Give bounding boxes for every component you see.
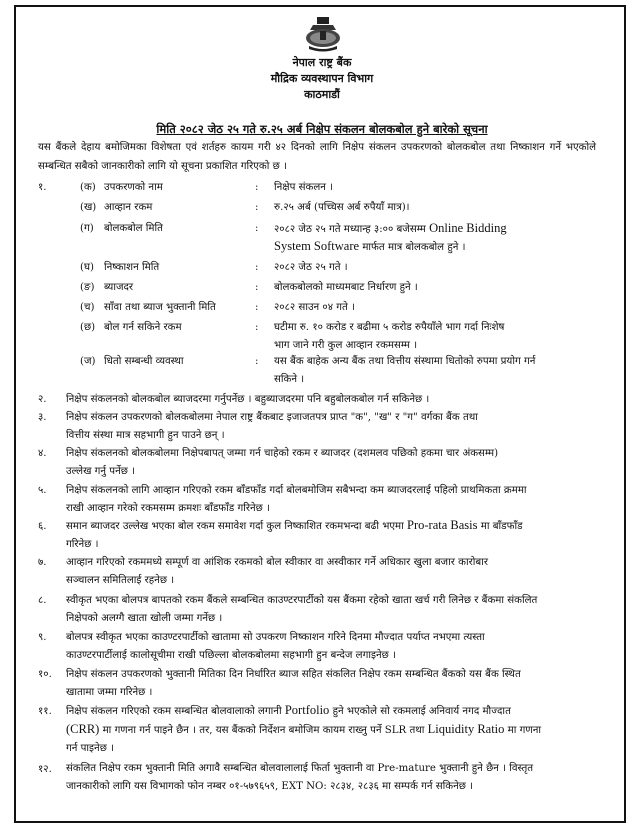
- item-4-text-line2: उल्लेख गर्नु पर्नेछ ।: [66, 466, 135, 477]
- item-11-text-line2: (CRR) मा गणना गर्न पाइने छैन । तर, यस बैंकको निर्देशन बमोजिम कायम राख्नु पर्ने SLR तथा Liquidity Ratio मा गणना: [66, 722, 542, 736]
- item-4-text-line1: निक्षेप संकलनको बोलकबोलमा निक्षेपबापत् जम्मा गर्न चाहेको रकम र ब्याजदर (दशमलव पछिको हकमा चार अंकसम्म): [66, 448, 499, 459]
- item-1-kh-colon: :: [255, 202, 259, 213]
- item-1-ng-key: (ङ): [80, 282, 95, 293]
- item-4-number: ४.: [38, 448, 47, 459]
- item-6-number: ६.: [38, 521, 47, 532]
- item-10-text-line2: खातामा जम्मा गरिनेछ ।: [66, 687, 153, 698]
- item-9-text-line1: बोलपत्र स्वीकृत भएका काउण्टरपार्टीको खातामा सो उपकरण निष्काशन गरिने दिनमा मौज्दात पर्याप्त नभएमा त्यस्ता: [66, 632, 485, 643]
- item-1-ch-value: २०८२ साउन ०४ गते ।: [274, 302, 355, 313]
- item-1-k-label: उपकरणको नाम: [104, 182, 163, 193]
- item-1-j-value-line1: यस बैंक बाहेक अन्य बैंक तथा वित्तीय संस्थामा धितोको रुपमा प्रयोग गर्न: [274, 356, 536, 367]
- item-1-chh-key: (छ): [80, 322, 96, 333]
- item-1-gh-colon: :: [255, 262, 259, 273]
- item-9-number: ९.: [38, 632, 47, 643]
- item-1-chh-label: बोल गर्न सकिने रकम: [104, 322, 182, 333]
- item-1-ch-colon: :: [255, 302, 259, 313]
- item-1-ch-key: (च): [80, 302, 95, 313]
- city-name: काठमाडौं: [304, 88, 340, 101]
- item-1-gh-value: २०८२ जेठ २५ गते ।: [274, 262, 348, 273]
- item-1-j-colon: :: [255, 356, 259, 367]
- item-1-chh-colon: :: [255, 322, 259, 333]
- item-5-text-line2: राखी आव्हान गरेको रकमसम्म क्रमशः बाँडफाँड गरिनेछ ।: [66, 503, 270, 514]
- item-9-text-line2: काउण्टरपार्टीलाई कालोसूचीमा राखी पछिल्ला बोलकबोलमा सहभागी हुन बन्देज लगाइनेछ ।: [66, 650, 396, 661]
- notice-title: मिति २०८२ जेठ २५ गते रु.२५ अर्ब निक्षेप संकलन बोलकबोल हुने बारेको सूचना: [156, 122, 488, 136]
- item-1-g-key: (ग): [80, 223, 94, 234]
- item-1-g-value-line1: २०८२ जेठ २५ गते मध्यान्ह ३:०० बजेसम्म Online Bidding: [274, 221, 507, 235]
- item-2-number: २.: [38, 394, 47, 405]
- item-12-text-line2: जानकारीको लागि यस विभागको फोन नम्बर ०१-५७९६५९, EXT NO: २८३४, २८३६ मा सम्पर्क गर्न सकिनेछ ।: [66, 781, 474, 792]
- item-3-number: ३.: [38, 412, 47, 423]
- item-12-number: १२.: [38, 764, 52, 775]
- item-1-j-label: धितो सम्बन्धी व्यवस्था: [104, 356, 184, 367]
- item-1-k-key: (क): [80, 182, 96, 193]
- item-1-j-value-line2: सकिने ।: [274, 374, 305, 385]
- item-1-gh-key: (घ): [80, 262, 94, 273]
- item-1-ch-label: साँवा तथा ब्याज भुक्तानी मिति: [104, 302, 216, 313]
- item-10-number: १०.: [38, 669, 52, 680]
- item-11-number: ११.: [38, 706, 52, 717]
- item-11-text-line1: निक्षेप संकलन गरिएको रकम सम्बन्धित बोलवालाको लगानी Portfolio हुने भएकोले सो रकमलाई अनिवार्य नगद मौज्दात: [66, 703, 511, 717]
- item-1-ng-label: ब्याजदर: [104, 282, 134, 293]
- item-2-text-line1: निक्षेप संकलनको बोलकबोल ब्याजदरमा गर्नुपर्नेछ । बहुब्याजदरमा पनि बहुबोलकबोल गर्न सकिनेछ ।: [66, 394, 430, 405]
- item-1-j-key: (ज): [80, 356, 96, 367]
- item-8-text-line1: स्वीकृत भएका बोलपत्र बापतको रकम बैंकले सम्बन्धित काउण्टरपार्टीको यस बैंकमा रहेको खाता खर्च गरी लिनेछ र बैंकमा संकलित: [66, 595, 538, 606]
- item-6-text-line1: समान ब्याजदर उल्लेख भएका बोल रकम समावेश गर्दा कुल निष्काशित रकमभन्दा बढी भएमा Pro-rata Basis मा बाँडफाँड: [66, 518, 523, 532]
- item-7-text-line1: आव्हान गरिएको रकममध्ये सम्पूर्ण वा आंशिक रकमको बोल स्वीकार वा अस्वीकार गर्ने अधिकार खुला बजार कारोबार: [66, 557, 489, 568]
- department-name: मौद्रिक व्यवस्थापन विभाग: [270, 72, 374, 85]
- item-1-g-label: बोलकबोल मिति: [104, 223, 163, 234]
- item-12-text-line1: संकलित निक्षेप रकम भुक्तानी मिति अगावै सम्बन्धित बोलवालालाई फिर्ता भुक्तानी वा Pre-mature भुक्तानी हुने छैन । विस्तृत: [66, 763, 534, 774]
- intro-paragraph: यस बैंकले देहाय बमोजिमका विशेषता एवं शर्तहरु कायम गरी ४२ दिनको लागि निक्षेप संकलन उपकरणको बोलकबोल तथा निष्काशन गर्ने भएकोले सम्बन्धित सबैको जानकारीको लागि यो सूचना प्रकाशित गरिएको छ ।: [38, 142, 596, 172]
- item-11-text-line3: गर्न पाइनेछ ।: [66, 743, 114, 754]
- item-1-kh-value: रु.२५ अर्ब (पच्चिस अर्ब रुपैयाँ मात्र)।: [274, 202, 410, 213]
- item-5-text-line1: निक्षेप संकलनको लागि आव्हान गरिएको रकम बाँडफाँड गर्दा बोलबमोजिम सबैभन्दा कम ब्याजदरलाई पहिलो प्राथमिकता क्रममा: [66, 485, 527, 496]
- bank-emblem-logo: [303, 16, 343, 52]
- item-1-g-colon: :: [255, 223, 259, 234]
- item-5-number: ५.: [38, 485, 47, 496]
- item-1-chh-value-line1: घटीमा रु. १० करोड र बढीमा ५ करोड रुपैयाँले भाग गर्दा निःशेष: [274, 322, 505, 333]
- item-10-text-line1: निक्षेप संकलन उपकरणको भुक्तानी मितिका दिन निर्धारित ब्याज सहित संकलित निक्षेप रकम सम्बन्धित बैंकको यस बैंक स्थित: [66, 669, 521, 680]
- item-8-number: ८.: [38, 595, 47, 606]
- item-3-text-line2: वित्तीय संस्था मात्र सहभागी हुन पाउने छन् ।: [66, 430, 225, 441]
- item-1-ng-colon: :: [255, 282, 259, 293]
- item-8-text-line2: निक्षेपको अलग्गै खाता खोली जम्मा गर्नेछ ।: [66, 613, 223, 624]
- item-1-kh-label: आव्हान रकम: [104, 202, 153, 213]
- item-1-g-value-line2: System Software मार्फत मात्र बोलकबोल हुने ।: [274, 239, 466, 253]
- item-1-ng-value: बोलकबोलको माध्यमबाट निर्धारण हुने ।: [274, 282, 418, 293]
- item-3-text-line1: निक्षेप संकलन उपकरणको बोलकबोलमा नेपाल राष्ट्र बैंकबाट इजाजतपत्र प्राप्त "क", "ख" र "ग" वर्गका बैंक तथा: [66, 412, 478, 423]
- item-1-kh-key: (ख): [80, 202, 97, 213]
- item-1-k-colon: :: [255, 182, 259, 193]
- item-1-gh-label: निष्काशन मिति: [104, 262, 160, 273]
- item-1-chh-value-line2: भाग जाने गरी कुल आव्हान रकमसम्म ।: [274, 340, 418, 351]
- item-6-text-line2: गरिनेछ ।: [66, 539, 99, 550]
- item-1-k-value: निक्षेप संकलन ।: [274, 182, 333, 193]
- bank-name: नेपाल राष्ट्र बैंक: [292, 56, 352, 69]
- item-7-number: ७.: [38, 557, 47, 568]
- item-7-text-line2: सञ्चालन समितिलाई रहनेछ ।: [66, 575, 175, 586]
- item-1-number: १.: [38, 182, 47, 193]
